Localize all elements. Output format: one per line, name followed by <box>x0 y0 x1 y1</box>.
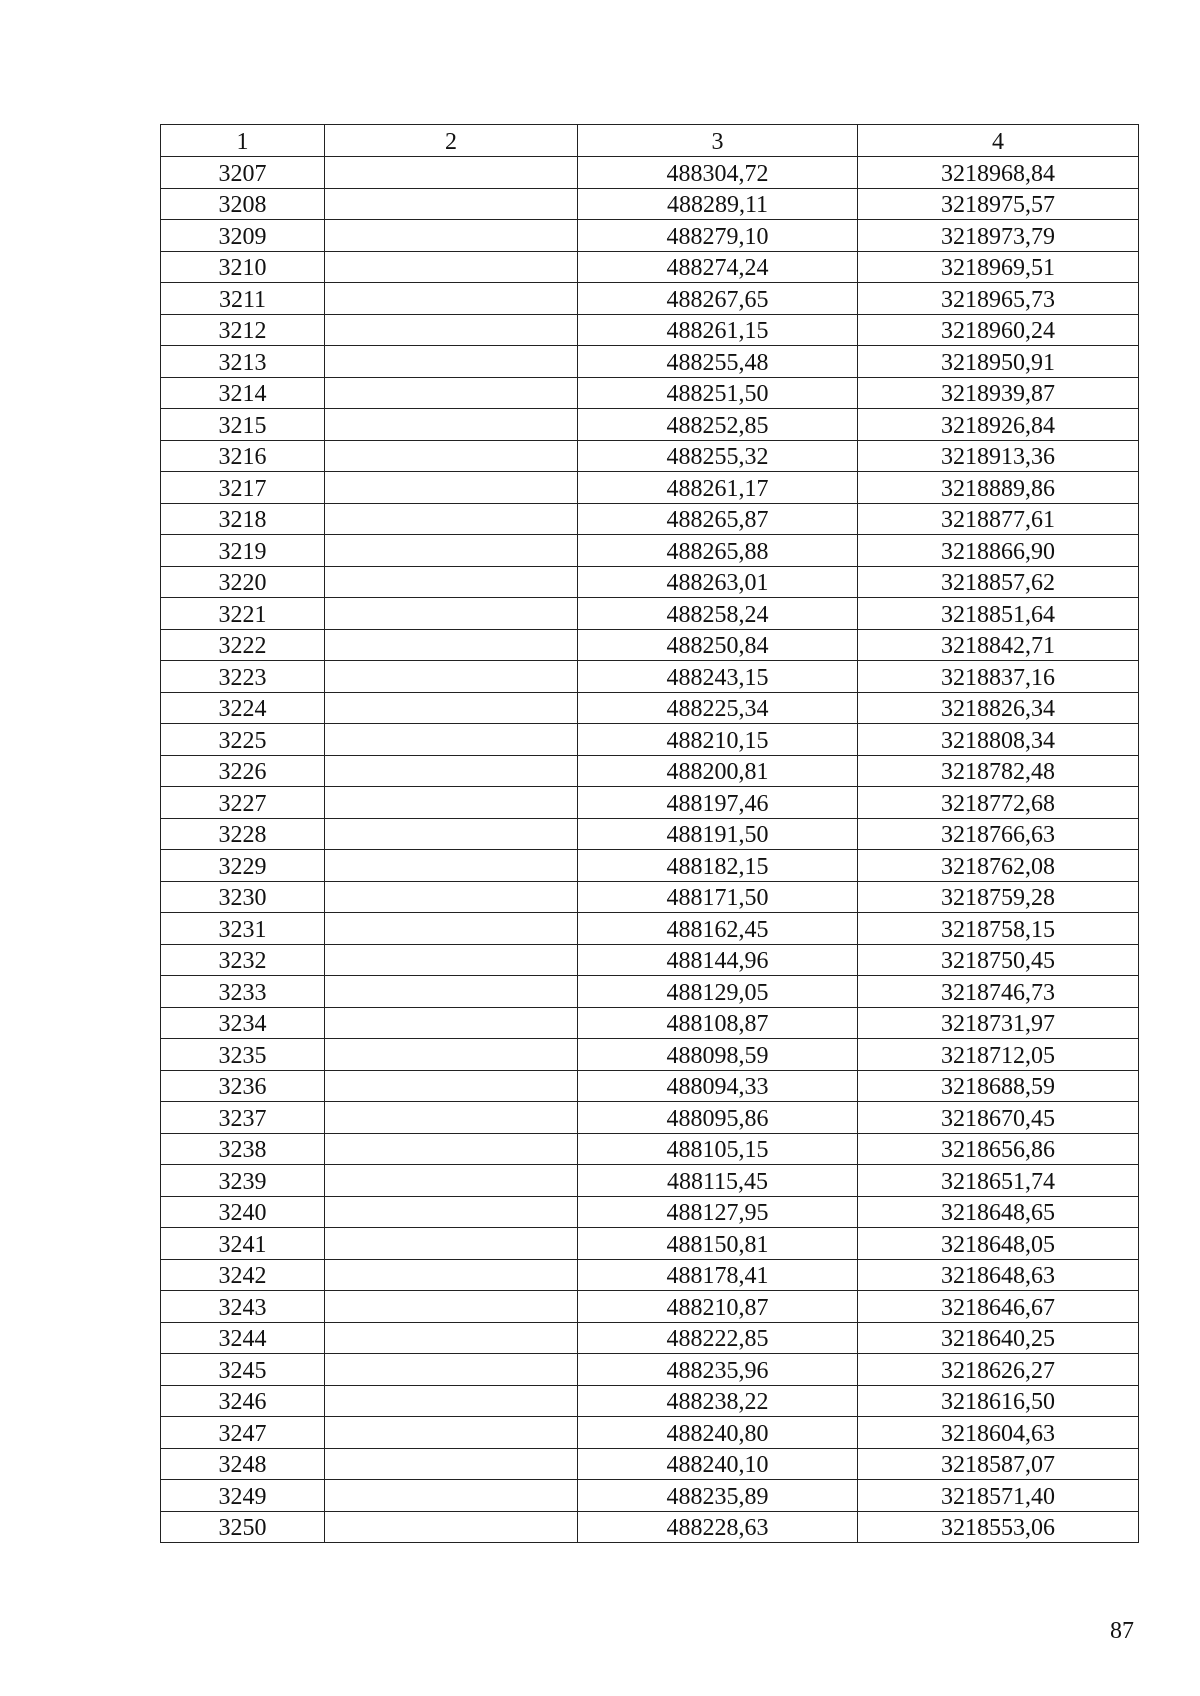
cell-coordinate-y: 3218646,67 <box>858 1291 1139 1323</box>
column-header-4: 4 <box>858 125 1139 157</box>
cell-coordinate-x: 488289,11 <box>578 188 858 220</box>
table-row <box>161 755 1139 787</box>
table-row <box>161 157 1139 189</box>
cell-column-2 <box>325 881 578 913</box>
cell-point-number: 3215 <box>161 409 325 441</box>
cell-column-2 <box>325 566 578 598</box>
cell-column-2 <box>325 503 578 535</box>
table-row <box>161 377 1139 409</box>
cell-coordinate-y: 3218842,71 <box>858 629 1139 661</box>
cell-column-2 <box>325 346 578 378</box>
cell-coordinate-x: 488108,87 <box>578 1007 858 1039</box>
cell-coordinate-y: 3218975,57 <box>858 188 1139 220</box>
cell-coordinate-x: 488255,32 <box>578 440 858 472</box>
cell-point-number: 3216 <box>161 440 325 472</box>
cell-column-2 <box>325 1354 578 1386</box>
cell-column-2 <box>325 1385 578 1417</box>
table-row <box>161 409 1139 441</box>
table-row <box>161 220 1139 252</box>
table-row <box>161 566 1139 598</box>
cell-column-2 <box>325 1228 578 1260</box>
table-row <box>161 1259 1139 1291</box>
cell-point-number: 3211 <box>161 283 325 315</box>
cell-point-number: 3247 <box>161 1417 325 1449</box>
cell-column-2 <box>325 283 578 315</box>
cell-coordinate-x: 488105,15 <box>578 1133 858 1165</box>
table-row <box>161 692 1139 724</box>
cell-coordinate-x: 488267,65 <box>578 283 858 315</box>
table-row <box>161 283 1139 315</box>
cell-column-2 <box>325 251 578 283</box>
cell-point-number: 3243 <box>161 1291 325 1323</box>
cell-coordinate-y: 3218762,08 <box>858 850 1139 882</box>
cell-point-number: 3244 <box>161 1322 325 1354</box>
cell-coordinate-x: 488265,87 <box>578 503 858 535</box>
table-row <box>161 1039 1139 1071</box>
table-row <box>161 346 1139 378</box>
cell-coordinate-x: 488182,15 <box>578 850 858 882</box>
table-row <box>161 1196 1139 1228</box>
cell-coordinate-y: 3218759,28 <box>858 881 1139 913</box>
cell-column-2 <box>325 1448 578 1480</box>
cell-coordinate-x: 488258,24 <box>578 598 858 630</box>
cell-point-number: 3219 <box>161 535 325 567</box>
cell-point-number: 3233 <box>161 976 325 1008</box>
cell-column-2 <box>325 314 578 346</box>
cell-coordinate-y: 3218766,63 <box>858 818 1139 850</box>
cell-coordinate-y: 3218648,65 <box>858 1196 1139 1228</box>
cell-coordinate-y: 3218616,50 <box>858 1385 1139 1417</box>
cell-coordinate-y: 3218571,40 <box>858 1480 1139 1512</box>
cell-column-2 <box>325 1480 578 1512</box>
cell-column-2 <box>325 944 578 976</box>
column-header-2: 2 <box>325 125 578 157</box>
cell-column-2 <box>325 661 578 693</box>
cell-column-2 <box>325 692 578 724</box>
cell-coordinate-y: 3218969,51 <box>858 251 1139 283</box>
cell-column-2 <box>325 1196 578 1228</box>
cell-point-number: 3246 <box>161 1385 325 1417</box>
cell-column-2 <box>325 377 578 409</box>
cell-point-number: 3248 <box>161 1448 325 1480</box>
cell-column-2 <box>325 220 578 252</box>
table-row <box>161 440 1139 472</box>
cell-point-number: 3223 <box>161 661 325 693</box>
cell-column-2 <box>325 535 578 567</box>
cell-coordinate-x: 488240,80 <box>578 1417 858 1449</box>
cell-point-number: 3222 <box>161 629 325 661</box>
cell-point-number: 3214 <box>161 377 325 409</box>
cell-coordinate-x: 488162,45 <box>578 913 858 945</box>
cell-coordinate-x: 488261,17 <box>578 472 858 504</box>
cell-point-number: 3229 <box>161 850 325 882</box>
cell-coordinate-x: 488252,85 <box>578 409 858 441</box>
cell-column-2 <box>325 1039 578 1071</box>
cell-column-2 <box>325 440 578 472</box>
cell-coordinate-x: 488191,50 <box>578 818 858 850</box>
table-row <box>161 1511 1139 1543</box>
cell-coordinate-x: 488263,01 <box>578 566 858 598</box>
cell-column-2 <box>325 188 578 220</box>
cell-point-number: 3236 <box>161 1070 325 1102</box>
column-header-3: 3 <box>578 125 858 157</box>
cell-coordinate-y: 3218973,79 <box>858 220 1139 252</box>
cell-coordinate-y: 3218758,15 <box>858 913 1139 945</box>
table-row <box>161 1102 1139 1134</box>
cell-coordinate-x: 488210,15 <box>578 724 858 756</box>
cell-coordinate-x: 488197,46 <box>578 787 858 819</box>
cell-column-2 <box>325 629 578 661</box>
cell-column-2 <box>325 724 578 756</box>
cell-point-number: 3209 <box>161 220 325 252</box>
table-row <box>161 1417 1139 1449</box>
cell-coordinate-y: 3218926,84 <box>858 409 1139 441</box>
cell-coordinate-y: 3218772,68 <box>858 787 1139 819</box>
cell-column-2 <box>325 157 578 189</box>
cell-coordinate-x: 488279,10 <box>578 220 858 252</box>
cell-point-number: 3242 <box>161 1259 325 1291</box>
table-row <box>161 1133 1139 1165</box>
cell-coordinate-x: 488235,96 <box>578 1354 858 1386</box>
cell-point-number: 3224 <box>161 692 325 724</box>
cell-coordinate-y: 3218965,73 <box>858 283 1139 315</box>
cell-coordinate-y: 3218913,36 <box>858 440 1139 472</box>
cell-column-2 <box>325 409 578 441</box>
cell-coordinate-x: 488129,05 <box>578 976 858 1008</box>
cell-coordinate-x: 488210,87 <box>578 1291 858 1323</box>
cell-column-2 <box>325 755 578 787</box>
cell-coordinate-y: 3218648,63 <box>858 1259 1139 1291</box>
cell-coordinate-x: 488171,50 <box>578 881 858 913</box>
cell-column-2 <box>325 850 578 882</box>
table-row <box>161 472 1139 504</box>
cell-coordinate-x: 488238,22 <box>578 1385 858 1417</box>
cell-point-number: 3218 <box>161 503 325 535</box>
cell-point-number: 3235 <box>161 1039 325 1071</box>
table-row <box>161 724 1139 756</box>
cell-point-number: 3212 <box>161 314 325 346</box>
cell-coordinate-y: 3218746,73 <box>858 976 1139 1008</box>
table-row <box>161 1385 1139 1417</box>
table-row <box>161 1007 1139 1039</box>
cell-column-2 <box>325 913 578 945</box>
cell-point-number: 3231 <box>161 913 325 945</box>
cell-point-number: 3249 <box>161 1480 325 1512</box>
cell-column-2 <box>325 1291 578 1323</box>
table-header <box>161 125 1139 157</box>
table-row <box>161 1322 1139 1354</box>
cell-point-number: 3228 <box>161 818 325 850</box>
cell-point-number: 3221 <box>161 598 325 630</box>
cell-coordinate-y: 3218857,62 <box>858 566 1139 598</box>
cell-column-2 <box>325 1102 578 1134</box>
table-row <box>161 535 1139 567</box>
cell-point-number: 3210 <box>161 251 325 283</box>
table-row <box>161 944 1139 976</box>
cell-coordinate-y: 3218877,61 <box>858 503 1139 535</box>
cell-coordinate-x: 488144,96 <box>578 944 858 976</box>
cell-coordinate-x: 488095,86 <box>578 1102 858 1134</box>
cell-coordinate-y: 3218889,86 <box>858 472 1139 504</box>
cell-coordinate-x: 488265,88 <box>578 535 858 567</box>
table-row <box>161 188 1139 220</box>
cell-point-number: 3238 <box>161 1133 325 1165</box>
cell-point-number: 3220 <box>161 566 325 598</box>
table-row <box>161 251 1139 283</box>
cell-point-number: 3226 <box>161 755 325 787</box>
cell-coordinate-y: 3218640,25 <box>858 1322 1139 1354</box>
table-header-row <box>161 125 1139 157</box>
cell-coordinate-y: 3218553,06 <box>858 1511 1139 1543</box>
cell-coordinate-x: 488150,81 <box>578 1228 858 1260</box>
cell-point-number: 3207 <box>161 157 325 189</box>
cell-point-number: 3250 <box>161 1511 325 1543</box>
cell-point-number: 3227 <box>161 787 325 819</box>
cell-column-2 <box>325 1259 578 1291</box>
cell-coordinate-x: 488243,15 <box>578 661 858 693</box>
cell-coordinate-y: 3218950,91 <box>858 346 1139 378</box>
cell-column-2 <box>325 787 578 819</box>
cell-column-2 <box>325 1511 578 1543</box>
cell-coordinate-y: 3218826,34 <box>858 692 1139 724</box>
cell-column-2 <box>325 976 578 1008</box>
cell-coordinate-y: 3218851,64 <box>858 598 1139 630</box>
table-row <box>161 1291 1139 1323</box>
table-row <box>161 1480 1139 1512</box>
cell-coordinate-x: 488094,33 <box>578 1070 858 1102</box>
cell-coordinate-x: 488274,24 <box>578 251 858 283</box>
cell-coordinate-x: 488304,72 <box>578 157 858 189</box>
cell-coordinate-y: 3218670,45 <box>858 1102 1139 1134</box>
cell-point-number: 3237 <box>161 1102 325 1134</box>
cell-coordinate-x: 488098,59 <box>578 1039 858 1071</box>
cell-column-2 <box>325 598 578 630</box>
cell-coordinate-y: 3218960,24 <box>858 314 1139 346</box>
table-row <box>161 503 1139 535</box>
table-row <box>161 881 1139 913</box>
table-row <box>161 661 1139 693</box>
table-row <box>161 976 1139 1008</box>
cell-point-number: 3208 <box>161 188 325 220</box>
page-number: 87 <box>1110 1618 1134 1644</box>
cell-coordinate-y: 3218750,45 <box>858 944 1139 976</box>
cell-coordinate-x: 488240,10 <box>578 1448 858 1480</box>
cell-point-number: 3245 <box>161 1354 325 1386</box>
table-row <box>161 818 1139 850</box>
cell-coordinate-y: 3218968,84 <box>858 157 1139 189</box>
table-row <box>161 629 1139 661</box>
cell-coordinate-y: 3218837,16 <box>858 661 1139 693</box>
cell-point-number: 3232 <box>161 944 325 976</box>
cell-coordinate-y: 3218626,27 <box>858 1354 1139 1386</box>
table-row <box>161 787 1139 819</box>
cell-column-2 <box>325 1322 578 1354</box>
cell-coordinate-y: 3218688,59 <box>858 1070 1139 1102</box>
table-row <box>161 1070 1139 1102</box>
cell-coordinate-x: 488235,89 <box>578 1480 858 1512</box>
cell-point-number: 3213 <box>161 346 325 378</box>
cell-coordinate-y: 3218808,34 <box>858 724 1139 756</box>
cell-point-number: 3217 <box>161 472 325 504</box>
cell-coordinate-y: 3218604,63 <box>858 1417 1139 1449</box>
table-row <box>161 1165 1139 1197</box>
cell-coordinate-x: 488115,45 <box>578 1165 858 1197</box>
cell-coordinate-x: 488222,85 <box>578 1322 858 1354</box>
cell-coordinate-x: 488250,84 <box>578 629 858 661</box>
table-row <box>161 1354 1139 1386</box>
cell-coordinate-x: 488251,50 <box>578 377 858 409</box>
cell-coordinate-x: 488261,15 <box>578 314 858 346</box>
cell-coordinate-y: 3218656,86 <box>858 1133 1139 1165</box>
coordinates-table <box>160 124 1139 1543</box>
cell-point-number: 3225 <box>161 724 325 756</box>
table-row <box>161 1448 1139 1480</box>
cell-coordinate-y: 3218651,74 <box>858 1165 1139 1197</box>
cell-coordinate-x: 488228,63 <box>578 1511 858 1543</box>
cell-point-number: 3240 <box>161 1196 325 1228</box>
cell-coordinate-y: 3218712,05 <box>858 1039 1139 1071</box>
table-row <box>161 314 1139 346</box>
cell-coordinate-x: 488127,95 <box>578 1196 858 1228</box>
cell-coordinate-y: 3218648,05 <box>858 1228 1139 1260</box>
cell-coordinate-y: 3218731,97 <box>858 1007 1139 1039</box>
table-body <box>161 157 1139 1543</box>
cell-coordinate-x: 488200,81 <box>578 755 858 787</box>
cell-column-2 <box>325 818 578 850</box>
cell-coordinate-x: 488255,48 <box>578 346 858 378</box>
cell-point-number: 3234 <box>161 1007 325 1039</box>
cell-coordinate-y: 3218939,87 <box>858 377 1139 409</box>
cell-coordinate-y: 3218587,07 <box>858 1448 1139 1480</box>
cell-coordinate-x: 488225,34 <box>578 692 858 724</box>
table-row <box>161 598 1139 630</box>
table-row <box>161 850 1139 882</box>
table-row <box>161 1228 1139 1260</box>
cell-column-2 <box>325 1417 578 1449</box>
cell-column-2 <box>325 472 578 504</box>
cell-column-2 <box>325 1165 578 1197</box>
column-header-1: 1 <box>161 125 325 157</box>
cell-point-number: 3241 <box>161 1228 325 1260</box>
cell-column-2 <box>325 1070 578 1102</box>
cell-point-number: 3239 <box>161 1165 325 1197</box>
cell-column-2 <box>325 1133 578 1165</box>
cell-column-2 <box>325 1007 578 1039</box>
cell-coordinate-y: 3218782,48 <box>858 755 1139 787</box>
table-row <box>161 913 1139 945</box>
cell-coordinate-y: 3218866,90 <box>858 535 1139 567</box>
cell-coordinate-x: 488178,41 <box>578 1259 858 1291</box>
cell-point-number: 3230 <box>161 881 325 913</box>
